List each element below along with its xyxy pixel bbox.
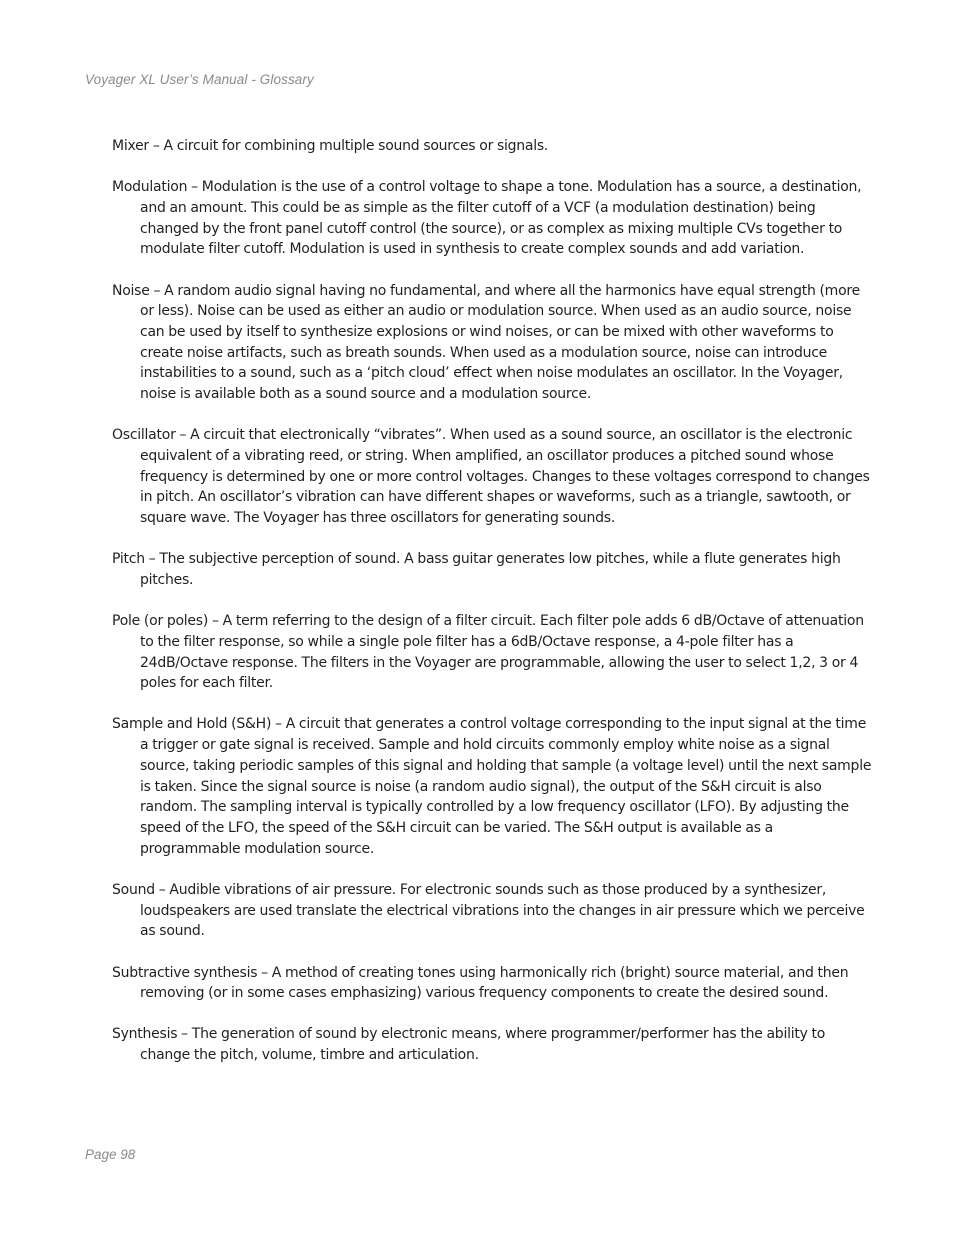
page-number: Page 98 — [85, 1147, 136, 1162]
glossary-entry-mixer: Mixer – A circuit for combining multiple sound sources or signals. — [112, 138, 549, 154]
glossary-entry-noise: Noise – A random audio signal having no fundamental, and where all the harmonics have equal strength (more or less). Noise can be used as either an audio or modulation source. When used as an audio source, noise can be used by itself to synthesize explosions or wind noises, or can be mixed with other waveforms to create noise artifacts, such as breath sounds. When used as a modulation source, noise can introduce instabilities to a sound, such as a ‘pitch cloud’ effect when noise modulates an oscillator. In the Voyager, noise is available both as a sound source and a modulation source. — [112, 282, 860, 403]
glossary-entry-pitch: Pitch – The subjective perception of sound. A bass guitar generates low pitches, while a flute generates high pitches. — [112, 551, 841, 588]
glossary-entry-synthesis: Synthesis – The generation of sound by electronic means, where programmer/performer has the ability to change the pitch, volume, timbre and articulation. — [112, 1026, 826, 1064]
running-header: Voyager XL User’s Manual - Glossary — [85, 72, 314, 87]
glossary-entry-pole: Pole (or poles) – A term referring to the design of a filter circuit. Each filter pole adds 6 dB/Octave of attenuation to the filter response, so while a single pole filter has a 6dB/Octave response, a 4-pole filter has a 24dB/Octave response. The filters in the Voyager are programmable, allowing the user to select 1,2, 3 or 4 poles for each filter. — [112, 613, 864, 692]
glossary-entry-sample-and-hold: Sample and Hold (S&H) – A circuit that generates a control voltage corresponding to the input signal at the time a trigger or gate signal is received. Sample and hold circuits commonly employ white noise as a signal source, taking periodic samples of this signal and holding that sample (a voltage level) until the next sample is taken. Since the signal source is noise (a random audio signal), the output of the S&H circuit is also random. The sampling interval is typically controlled by a low frequency oscillator (LFO). By adjusting the speed of the LFO, the speed of the S&H circuit can be varied. The S&H output is available as a programmable modulation source. — [112, 716, 872, 857]
glossary-entry-sound: Sound – Audible vibrations of air pressure. For electronic sounds such as those produced by a synthesizer, loudspeakers are used translate the electrical vibrations into the changes in air pressure which we perceive as sound. — [112, 881, 865, 940]
glossary-entry-oscillator: Oscillator – A circuit that electronically “vibrates”. When used as a sound source, an oscillator is the electronic equivalent of a vibrating reed, or string. When amplified, an oscillator produces a pitched sound whose frequency is determined by one or more control voltages. Changes to these voltages correspond to changes in pitch. An oscillator’s vibration can have different shapes or waveforms, such as a triangle, sawtooth, or square wave. The Voyager has three oscillators for generating sounds. — [112, 427, 870, 527]
glossary-entry-subtractive-synthesis: Subtractive synthesis – A method of creating tones using harmonically rich (bright) source material, and then removing (or in some cases emphasizing) various frequency components to create the desired sound. — [112, 964, 849, 1002]
glossary-list — [112, 136, 876, 1086]
glossary-entry-modulation: Modulation – Modulation is the use of a control voltage to shape a tone. Modulation has a source, a destination, and an amount. This could be as simple as the filter cutoff of a VCF (a modulation destination) being changed by the front panel cutoff control (the source), or as complex as mixing multiple CVs together to modulate filter cutoff. Modulation is used in synthesis to create complex sounds and add variation. — [112, 179, 862, 258]
